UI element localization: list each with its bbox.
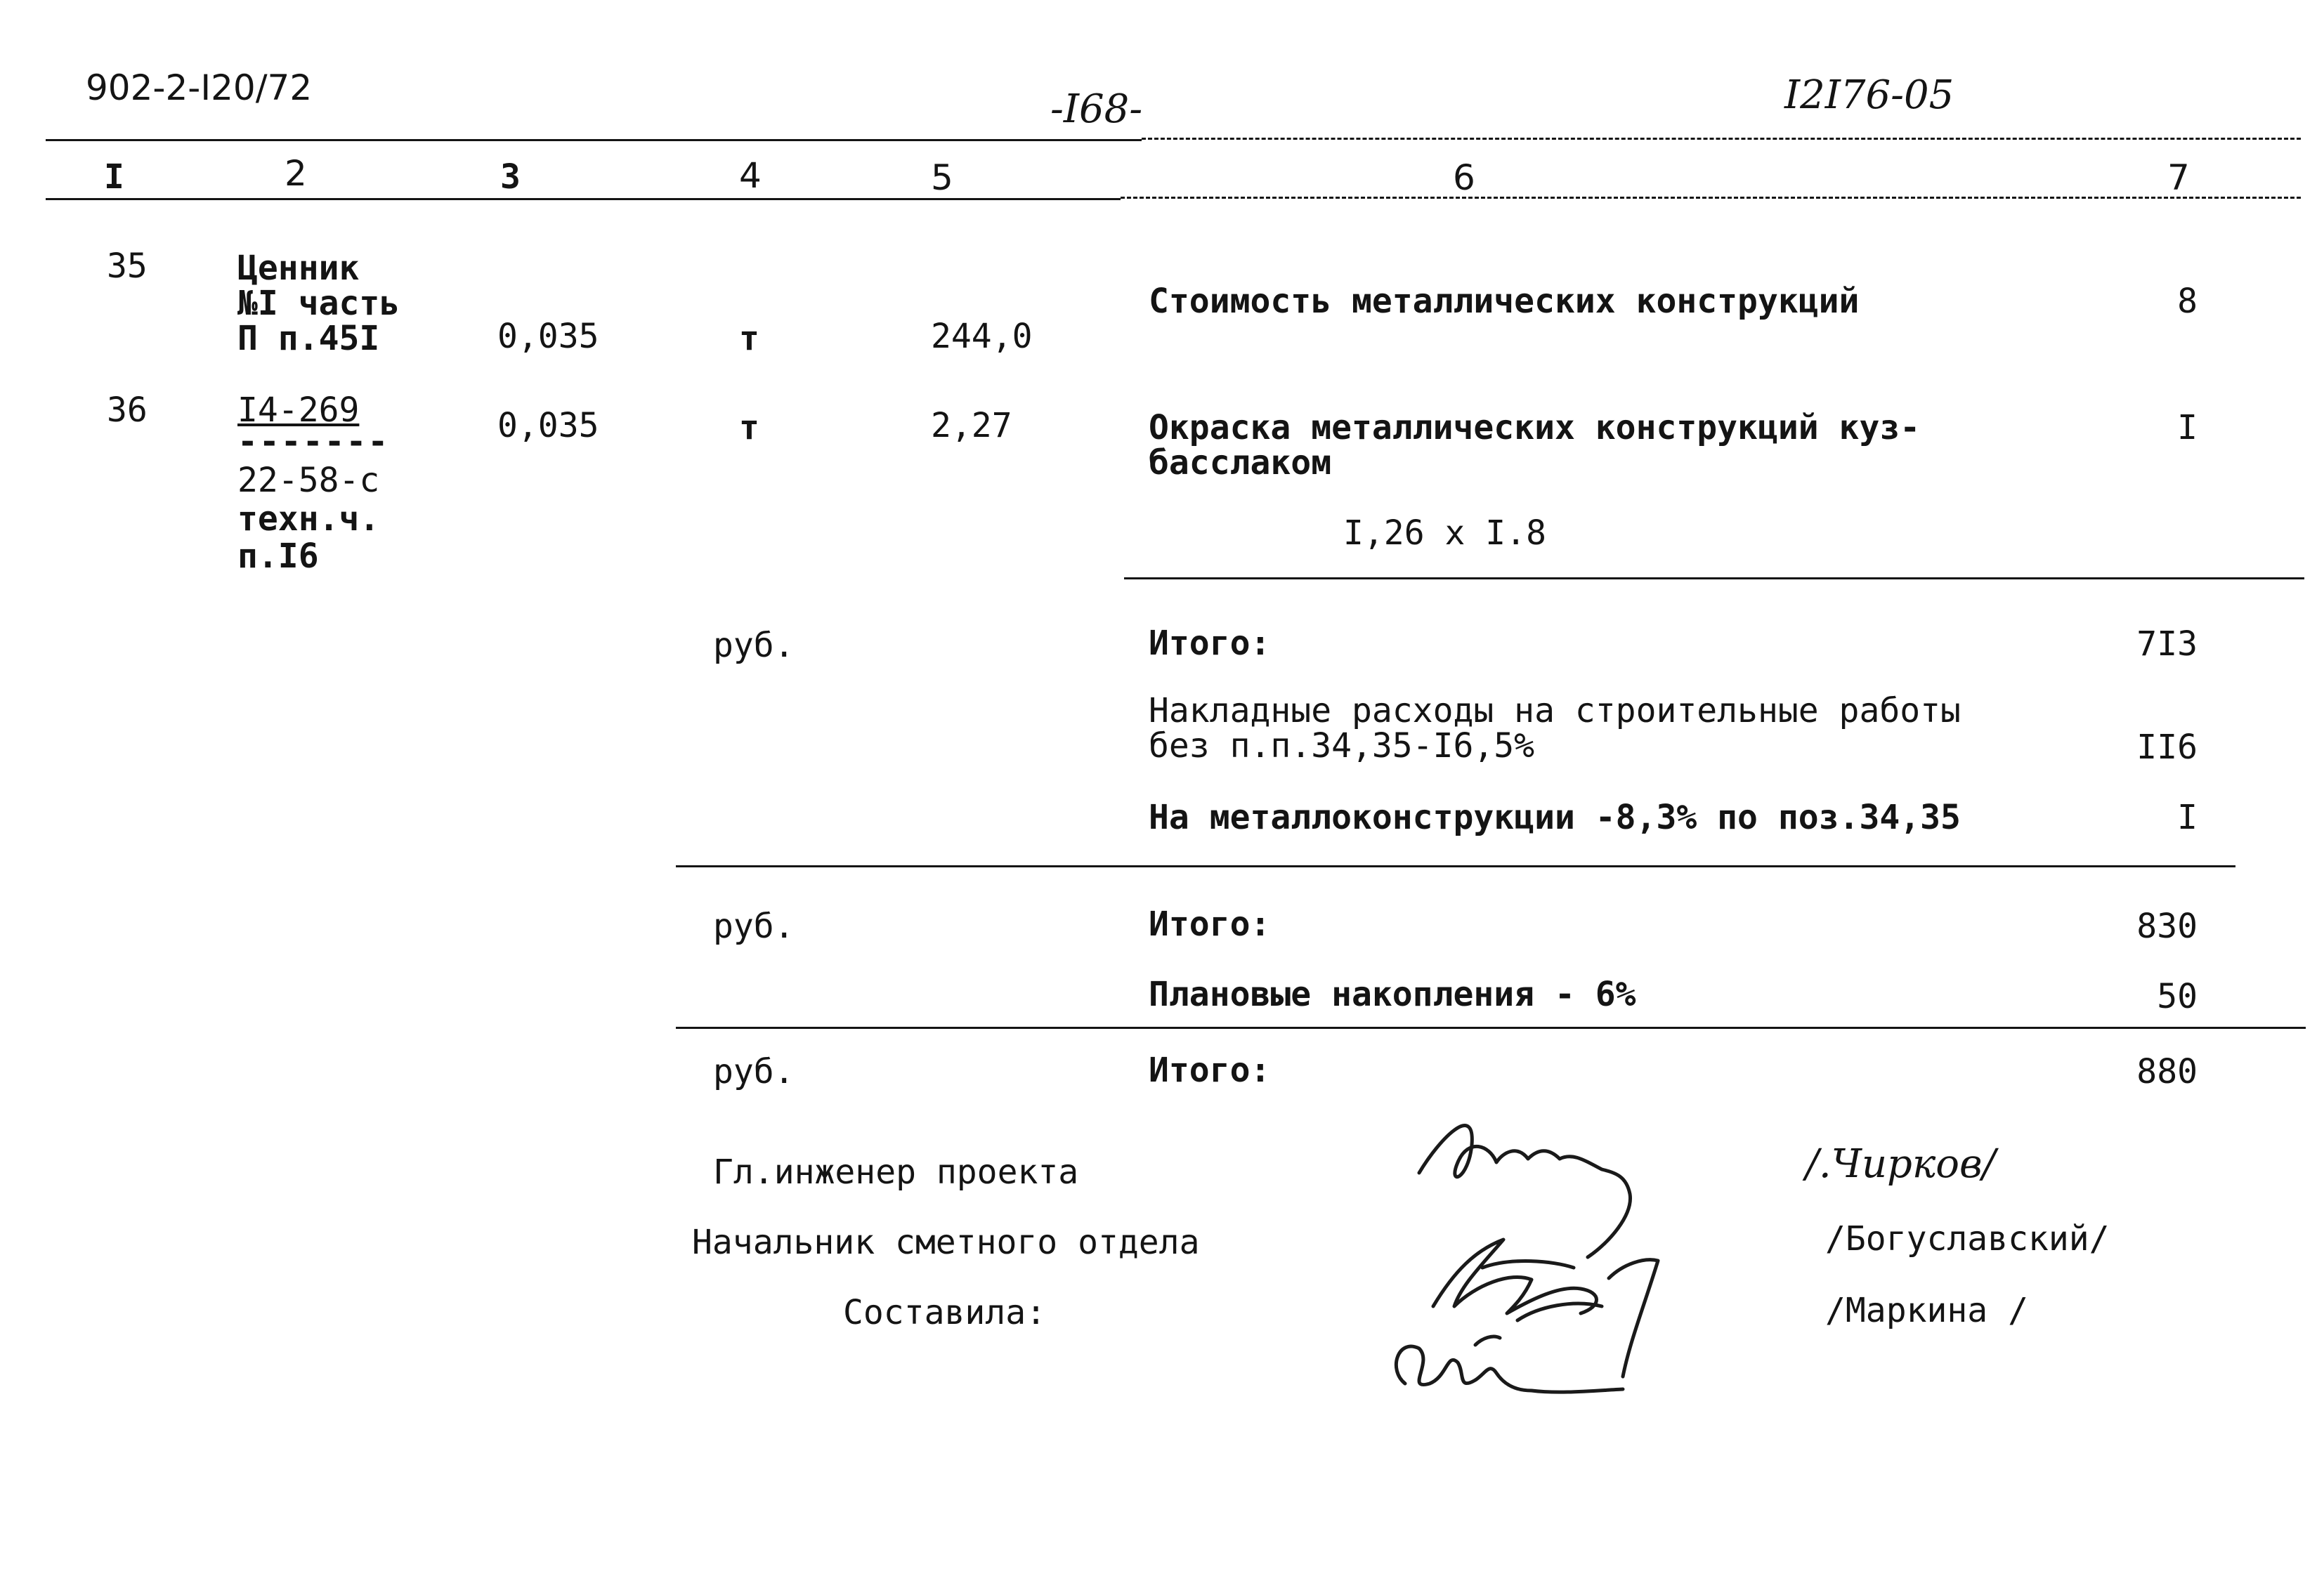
column-header-7: 7 xyxy=(2167,157,2190,198)
quantity: 0,035 xyxy=(497,317,599,356)
quantity: 0,035 xyxy=(497,406,599,445)
document-code: 902-2-I20/72 xyxy=(86,67,313,108)
subtotal-label: Итого: xyxy=(1149,905,1271,944)
signature-scribbles xyxy=(1391,1096,1756,1405)
total-label: Итого: xyxy=(1149,1051,1271,1090)
estimate-head-label: Начальник сметного отдела xyxy=(692,1223,1200,1262)
metal-overhead-value: I xyxy=(2177,798,2198,837)
column-header-4: 4 xyxy=(739,155,762,196)
row-total: 8 xyxy=(2177,282,2198,321)
unit-price: 244,0 xyxy=(931,317,1033,356)
subtotal-value: 830 xyxy=(2136,907,2198,946)
row-number: 35 xyxy=(107,247,148,286)
subtotal-value: 7I3 xyxy=(2136,624,2198,664)
row-number: 36 xyxy=(107,390,148,430)
overhead-label: без п.п.34,35-I6,5% xyxy=(1149,726,1535,766)
currency-label: руб. xyxy=(713,907,795,946)
column-header-5: 5 xyxy=(931,157,953,198)
column-header-1: I xyxy=(104,157,124,197)
metal-overhead-label: На металлоконструкции -8,3% по поз.34,35 xyxy=(1149,798,1961,837)
description: Окраска металлических конструкций куз- xyxy=(1149,408,1921,447)
chief-engineer-label: Гл.инженер проекта xyxy=(713,1153,1079,1192)
column-header-6: 6 xyxy=(1453,157,1475,198)
price-list-ref: П п.45I xyxy=(237,319,380,358)
archive-number: I2I76-05 xyxy=(1784,72,1954,118)
header-rule-right xyxy=(1142,138,2301,140)
price-list-ref: 22-58-с xyxy=(237,461,380,500)
estimate-head-name: /Богуславский/ xyxy=(1825,1219,2110,1259)
price-list-ref: техн.ч. xyxy=(237,499,380,539)
unit-price: 2,27 xyxy=(931,406,1012,445)
description: Стоимость металлических конструкций xyxy=(1149,282,1860,321)
compiled-by-label: Составила: xyxy=(843,1293,1046,1332)
column-header-rule-dashed xyxy=(1121,197,2301,199)
description: басслаком xyxy=(1149,443,1332,482)
header-rule-left xyxy=(46,139,1142,141)
unit: т xyxy=(739,408,759,447)
column-header-3: 3 xyxy=(500,157,521,197)
currency-label: руб. xyxy=(713,626,795,665)
chief-engineer-name: /.Чирков/ xyxy=(1806,1141,1996,1187)
planned-savings-value: 50 xyxy=(2157,977,2198,1016)
column-header-rule xyxy=(46,198,1121,200)
total-value: 880 xyxy=(2136,1052,2198,1091)
section-rule xyxy=(676,1027,2306,1029)
page-number: -I68- xyxy=(1050,86,1143,132)
price-list-ref: I4-269 xyxy=(237,390,360,430)
planned-savings-label: Плановые накопления - 6% xyxy=(1149,975,1636,1014)
overhead-label: Накладные расходы на строительные работы xyxy=(1149,691,1961,730)
price-list-ref: п.I6 xyxy=(237,537,319,576)
row-total: I xyxy=(2177,408,2198,447)
coefficient: I,26 х I.8 xyxy=(1343,513,1546,553)
ref-divider: ------- xyxy=(237,422,390,461)
section-rule xyxy=(676,865,2235,867)
price-list-ref: №I часть xyxy=(237,284,400,323)
currency-label: руб. xyxy=(713,1052,795,1091)
price-list-ref: Ценник xyxy=(237,249,360,288)
subtotal-label: Итого: xyxy=(1149,624,1271,663)
unit: т xyxy=(739,319,759,358)
overhead-value: II6 xyxy=(2136,728,2198,767)
section-rule xyxy=(1124,577,2304,579)
column-header-2: 2 xyxy=(285,153,307,194)
compiled-by-name: /Маркина / xyxy=(1825,1291,2028,1330)
